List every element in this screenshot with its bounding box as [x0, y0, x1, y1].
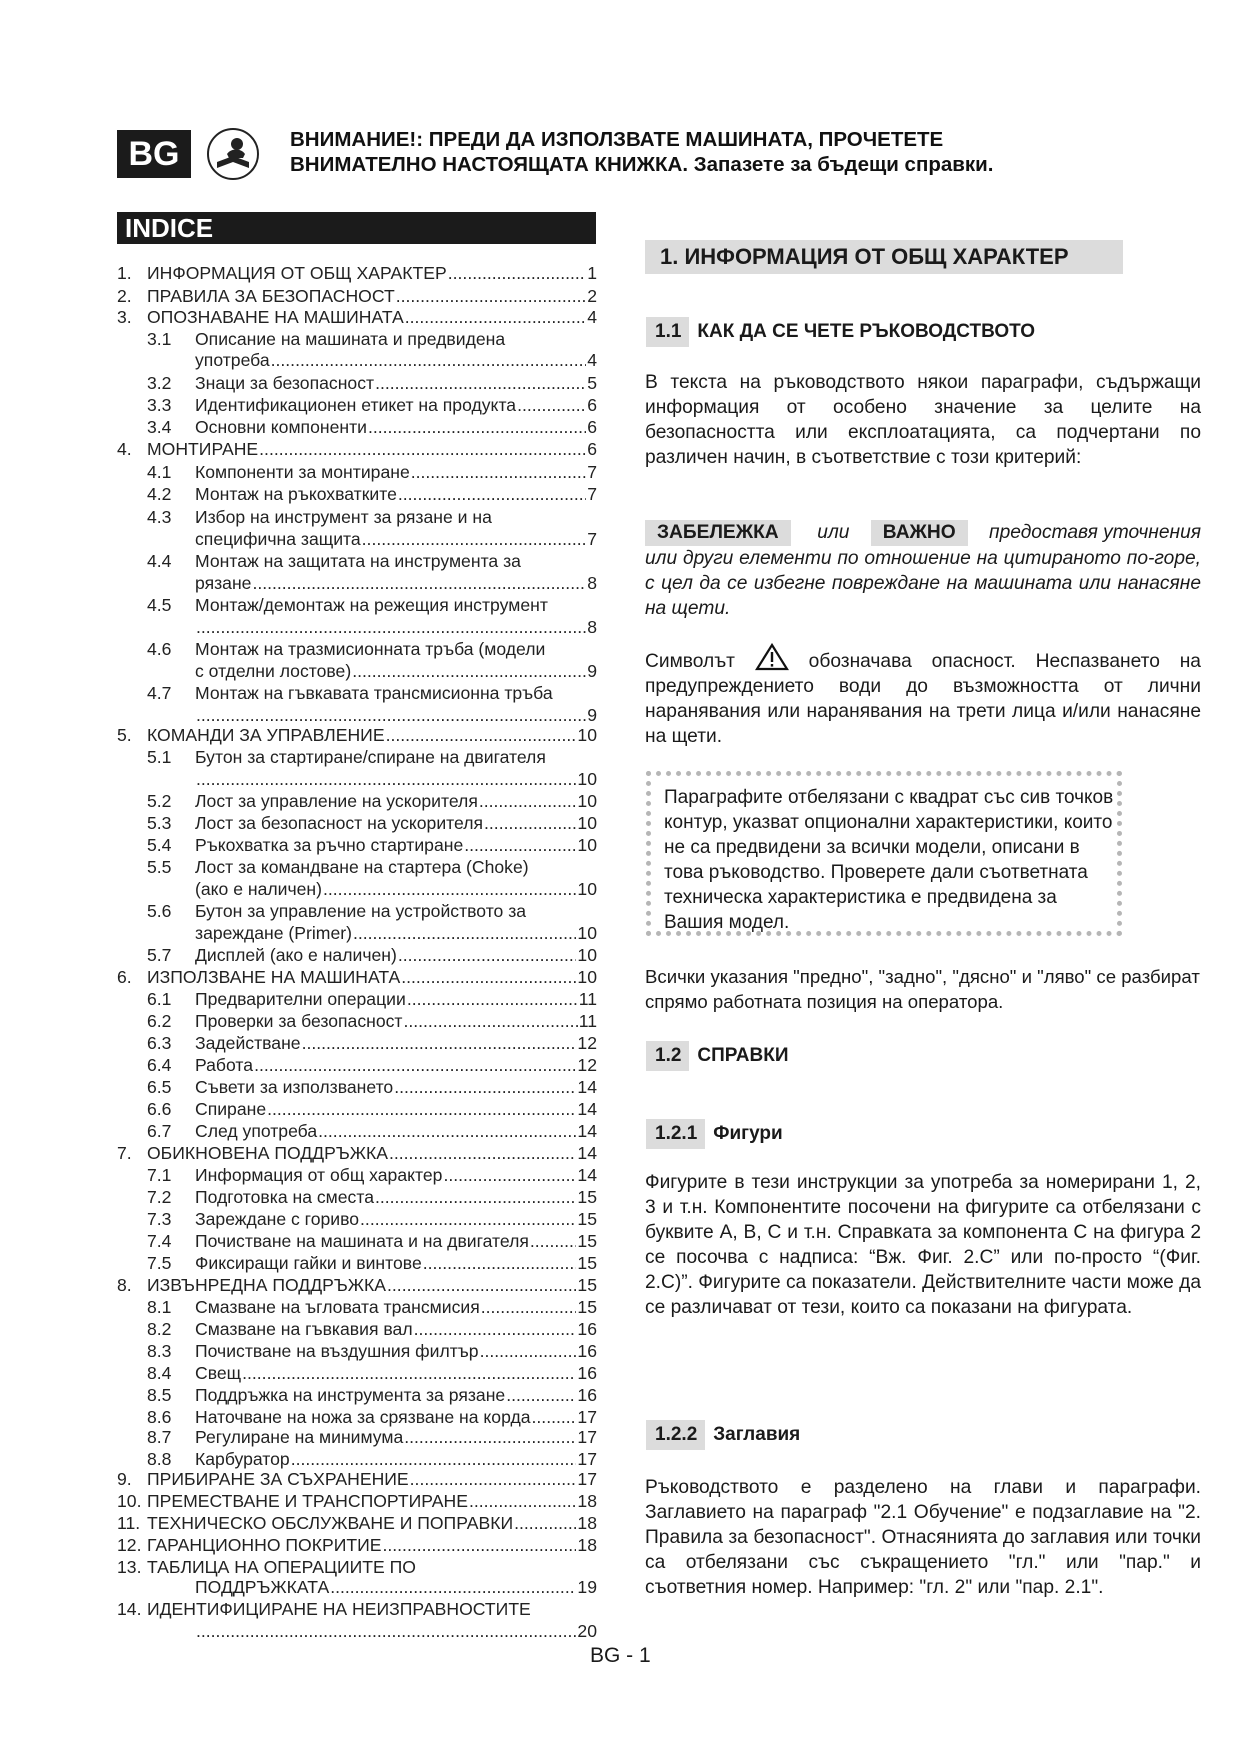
- toc-leader-dots: [375, 372, 586, 394]
- toc-entry-page: 10: [577, 923, 597, 943]
- toc-leader-dots: [330, 1576, 576, 1598]
- toc-leader-dots: [405, 306, 586, 328]
- toc-entry[interactable]: [147, 1296, 597, 1318]
- section-heading-1-2: 1.2 СПРАВКИ: [646, 1041, 789, 1071]
- toc-entry-title: Монтаж на защитата на инструмента за: [195, 551, 521, 571]
- toc-entry-page: 10: [577, 835, 597, 855]
- toc-entry-number: 8.1: [147, 1297, 172, 1317]
- language-badge: BG: [117, 130, 191, 178]
- toc-entry[interactable]: [147, 1406, 597, 1428]
- toc-entry-number: 4.: [117, 439, 132, 459]
- toc-entry-number: 7.1: [147, 1165, 172, 1185]
- toc-leader-dots: [403, 1010, 577, 1032]
- toc-entry-number: 4.6: [147, 639, 172, 659]
- toc-leader-dots: [259, 438, 586, 460]
- toc-entry-number: 5.7: [147, 945, 172, 965]
- toc-leader-dots: [352, 660, 586, 682]
- symbol-paragraph: Символът обозначава опасност. Неспазването на предупреждението води до възможността от лични наранявания или наранявания на трети лица и/или нанасяне на щети.: [645, 643, 1201, 749]
- toc-entry-title: Поддръжка на инструмента за рязане: [195, 1385, 506, 1405]
- toc-entry-title: Зареждане с гориво: [195, 1209, 360, 1229]
- toc-entry-number: 14.: [117, 1599, 142, 1619]
- toc-entry-page: 16: [577, 1363, 597, 1383]
- toc-entry-title: ОПОЗНАВАНЕ НА МАШИНАТА: [147, 307, 404, 327]
- toc-entry[interactable]: [147, 1120, 597, 1142]
- toc-leader-dots: [479, 790, 577, 812]
- toc-leader-dots: [196, 1620, 576, 1642]
- toc-entry-title: Лост за управление на ускорителя: [195, 791, 478, 811]
- toc-entry-page: 14: [577, 1165, 597, 1185]
- toc-entry-page: 10: [577, 879, 597, 899]
- toc-entry-title: Работа: [195, 1055, 254, 1075]
- toc-entry-number: 8.8: [147, 1449, 172, 1469]
- toc-entry[interactable]: [147, 1448, 597, 1470]
- toc-entry-title: Спиране: [195, 1099, 267, 1119]
- toc-entry-page: 15: [577, 1231, 597, 1251]
- toc-entry[interactable]: [147, 1340, 597, 1362]
- toc-entry[interactable]: [147, 1054, 597, 1076]
- toc-entry-title: Карбуратор: [195, 1449, 290, 1469]
- note-tag: ЗАБЕЛЕЖКА: [645, 520, 791, 546]
- section-heading-1-2-1: 1.2.1 Фигури: [646, 1119, 783, 1149]
- toc-entry-title: Бутон за стартиране/спиране на двигателя: [195, 747, 546, 767]
- toc-entry-number: 7.3: [147, 1209, 172, 1229]
- toc-entry[interactable]: [117, 1598, 597, 1620]
- toc-leader-dots: [196, 616, 586, 638]
- toc-leader-dots: [464, 834, 576, 856]
- reading-paragraph: В текста на ръководството някои параграфи, съдържащи информация от особено значение за целите на безопасността или експлоатацията, са подчертани по различен начин, в съответствие с този критерий:: [645, 372, 1201, 468]
- toc-entry-page: 16: [577, 1385, 597, 1405]
- toc-entry[interactable]: [117, 724, 597, 746]
- toc-entry-title: ПРАВИЛА ЗА БЕЗОПАСНОСТ: [147, 286, 395, 306]
- optional-features-box: Параграфите отбелязани с квадрат със сив точков контур, указват опционални характеристики, които не са предвидени за всички модели, описани в това ръководство. Проверете дали съответната техническа характеристика е предвидена за Вашия модел.: [646, 771, 1122, 936]
- toc-leader-dots: [323, 878, 576, 900]
- toc-leader-dots: [532, 1406, 577, 1428]
- toc-entry-page: 7: [587, 484, 597, 504]
- toc-entry[interactable]: [147, 856, 597, 878]
- toc-entry-title: ТАБЛИЦА НА ОПЕРАЦИИТЕ ПО: [147, 1557, 416, 1577]
- toc-leader-dots: [398, 944, 577, 966]
- toc-entry-number: 7.: [117, 1143, 132, 1163]
- toc-entry-title: Информация от общ характер: [195, 1165, 443, 1185]
- toc-leader-dots: [291, 1448, 577, 1470]
- toc-leader-dots: [302, 1032, 577, 1054]
- toc-entry-number: 5.3: [147, 813, 172, 833]
- toc-entry-page: 11: [578, 989, 597, 1009]
- toc-entry-title: Наточване на ножа за срязване на корда: [195, 1407, 531, 1427]
- toc-entry-number: 4.2: [147, 484, 172, 504]
- toc-leader-dots: [398, 483, 586, 505]
- toc-leader-dots: [271, 349, 587, 371]
- toc-entry-title: ИДЕНТИФИЦИРАНЕ НА НЕИЗПРАВНОСТИТЕ: [147, 1599, 531, 1619]
- toc-entry-page: 8: [587, 573, 597, 593]
- toc-entry[interactable]: [195, 616, 597, 638]
- toc-leader-dots: [254, 1054, 576, 1076]
- toc-entry-number: 5.4: [147, 835, 172, 855]
- toc-entry-title: Почистване на машината и на двигателя: [195, 1231, 529, 1251]
- toc-entry-page: 6: [587, 439, 597, 459]
- toc-entry-page: 15: [577, 1275, 597, 1295]
- toc-leader-dots: [423, 1252, 577, 1274]
- toc-entry-page: 14: [577, 1077, 597, 1097]
- toc-entry-title: Монтаж на гъвкавата трансмисионна тръба: [195, 683, 553, 703]
- toc-entry[interactable]: [147, 1032, 597, 1054]
- toc-entry-page: 7: [587, 529, 597, 549]
- toc-leader-dots: [242, 1362, 576, 1384]
- toc-entry-title: ПРЕМЕСТВАНЕ И ТРАНСПОРТИРАНЕ: [147, 1491, 468, 1511]
- toc-entry-page: 6: [587, 417, 597, 437]
- toc-entry[interactable]: [117, 438, 597, 460]
- toc-entry-number: 4.3: [147, 507, 172, 527]
- toc-entry-title: Лост за командване на стартера (Choke): [195, 857, 529, 877]
- toc-entry[interactable]: [147, 834, 597, 856]
- toc-entry-number: 8.7: [147, 1427, 172, 1447]
- toc-entry[interactable]: [147, 550, 597, 572]
- toc-entry-title: Свещ: [195, 1363, 242, 1383]
- toc-entry-title: ПОДДРЪЖКАТА: [195, 1577, 330, 1597]
- toc-entry-page: 9: [587, 661, 597, 681]
- toc-entry-page: 16: [577, 1341, 597, 1361]
- toc-entry[interactable]: [117, 966, 597, 988]
- toc-entry[interactable]: [117, 1490, 597, 1512]
- toc-entry[interactable]: [147, 1098, 597, 1120]
- toc-entry-number: 8.4: [147, 1363, 172, 1383]
- toc-entry[interactable]: [117, 1468, 597, 1490]
- toc-entry[interactable]: [147, 416, 597, 438]
- toc-entry-number: 7.2: [147, 1187, 172, 1207]
- toc-entry[interactable]: [117, 306, 597, 328]
- toc-entry[interactable]: [147, 372, 597, 394]
- toc-entry[interactable]: [147, 682, 597, 704]
- toc-leader-dots: [252, 572, 586, 594]
- toc-leader-dots: [401, 966, 576, 988]
- toc-entry[interactable]: [117, 285, 597, 307]
- toc-entry-title: Подготовка на сместа: [195, 1187, 374, 1207]
- toc-entry[interactable]: [147, 1186, 597, 1208]
- toc-entry-title: Съвети за използването: [195, 1077, 394, 1097]
- toc-entry-title: Знаци за безопасност: [195, 373, 375, 393]
- toc-entry-number: 6.6: [147, 1099, 172, 1119]
- toc-leader-dots: [484, 812, 576, 834]
- toc-entry-number: 12.: [117, 1535, 142, 1555]
- toc-entry-number: 6.7: [147, 1121, 172, 1141]
- toc-entry-page: 19: [577, 1577, 597, 1597]
- toc-entry[interactable]: [147, 1164, 597, 1186]
- toc-leader-dots: [414, 1318, 577, 1340]
- toc-entry-page: 18: [577, 1535, 597, 1555]
- toc-entry[interactable]: [147, 1076, 597, 1098]
- toc-entry-title: Основни компоненти: [195, 417, 367, 437]
- toc-entry-number: 5.1: [147, 747, 172, 767]
- warning-text: ВНИМАНИЕ!: ПРЕДИ ДА ИЗПОЛЗВАТЕ МАШИНАТА, ПРОЧЕТЕТЕ ВНИМАТЕЛНО НАСТОЯЩАТА КНИЖКА. Запазете за бъдещи справки.: [290, 128, 994, 176]
- toc-entry-title: ГАРАНЦИОННО ПОКРИТИЕ: [147, 1535, 382, 1555]
- toc-entry-title: Почистване на въздушния филтър: [195, 1341, 479, 1361]
- toc-entry-page: 9: [587, 705, 597, 725]
- toc-entry-title: Смазване на ъгловата трансмисия: [195, 1297, 480, 1317]
- toc-entry-page: 4: [587, 307, 597, 327]
- toc-entry-title: Монтаж/демонтаж на режещия инструмент: [195, 595, 548, 615]
- toc-entry-title: употреба: [195, 350, 270, 370]
- toc-leader-dots: [411, 461, 586, 483]
- toc-entry-title: Лост за безопасност на ускорителя: [195, 813, 484, 833]
- toc-entry-page: 15: [577, 1209, 597, 1229]
- toc-leader-dots: [394, 1076, 576, 1098]
- toc-entry-number: 4.5: [147, 595, 172, 615]
- toc-entry-number: 6.: [117, 967, 132, 987]
- toc-entry-title: ОБИКНОВЕНА ПОДДРЪЖКА: [147, 1143, 388, 1163]
- toc-entry-page: 10: [577, 945, 597, 965]
- toc-leader-dots: [480, 1340, 577, 1362]
- toc-entry-page: 4: [587, 350, 597, 370]
- toc-entry-title: След употреба: [195, 1121, 318, 1141]
- toc-entry-number: 7.4: [147, 1231, 172, 1251]
- toc-leader-dots: [506, 1384, 576, 1406]
- toc-leader-dots: [530, 1230, 577, 1252]
- toc-entry-page: 14: [577, 1099, 597, 1119]
- toc-entry-number: 13.: [117, 1557, 142, 1577]
- toc-entry-page: 20: [577, 1621, 597, 1641]
- toc-entry-page: 17: [577, 1449, 597, 1469]
- toc-entry[interactable]: [147, 638, 597, 660]
- toc-entry-page: 15: [577, 1187, 597, 1207]
- toc-entry[interactable]: [117, 1512, 597, 1534]
- toc-entry-title: зареждане (Primer): [195, 923, 352, 943]
- toc-leader-dots: [481, 1296, 577, 1318]
- toc-entry-page: 17: [577, 1427, 597, 1447]
- toc-leader-dots: [387, 1274, 576, 1296]
- toc-entry-number: 3.4: [147, 417, 172, 437]
- toc-entry-page: 15: [577, 1253, 597, 1273]
- toc-entry-number: 4.1: [147, 462, 172, 482]
- toc-entry[interactable]: [117, 1534, 597, 1556]
- toc-entry[interactable]: [147, 394, 597, 416]
- toc-entry-page: 10: [577, 791, 597, 811]
- toc-entry-title: ИЗПОЛЗВАНЕ НА МАШИНАТА: [147, 967, 401, 987]
- toc-entry-title: специфична защита: [195, 529, 361, 549]
- toc-entry-number: 1.: [117, 263, 132, 283]
- toc-entry-number: 8.2: [147, 1319, 172, 1339]
- toc-entry[interactable]: [147, 1208, 597, 1230]
- toc-entry-title: Монтаж на тразмисионната тръба (модели: [195, 639, 546, 659]
- toc-entry[interactable]: [147, 483, 597, 505]
- toc-entry-number: 6.3: [147, 1033, 172, 1053]
- important-tag: ВАЖНО: [871, 520, 968, 546]
- toc-leader-dots: [360, 1208, 576, 1230]
- toc-entry-title: Монтаж на ръкохватките: [195, 484, 397, 504]
- directions-paragraph: Всички указания "предно", "задно", "дясно" и "ляво" се разбират спрямо работната позиция на оператора.: [645, 966, 1200, 1012]
- toc-entry-page: 17: [577, 1469, 597, 1489]
- toc-entry[interactable]: [195, 572, 597, 594]
- toc-leader-dots: [517, 394, 586, 416]
- toc-entry[interactable]: [147, 1230, 597, 1252]
- toc-entry-title: ИНФОРМАЦИЯ ОТ ОБЩ ХАРАКТЕР: [147, 263, 447, 283]
- toc-leader-dots: [196, 704, 586, 726]
- toc-entry[interactable]: [147, 988, 597, 1010]
- toc-entry[interactable]: [147, 506, 597, 528]
- toc-entry-title: ПРИБИРАНЕ ЗА СЪХРАНЕНИЕ: [147, 1469, 409, 1489]
- page-number: BG - 1: [590, 1644, 651, 1667]
- titles-paragraph: Ръководството е разделено на глави и параграфи. Заглавието на параграф "2.1 Обучение" е подзаглавие на "2. Правила за безопасност". Отнасянията до заглавия или точки са отбелязани със съкращението "гл." или "пар." и съответния номер. Например: "гл. 2" или "пар. 2.1".: [645, 1477, 1201, 1598]
- section-heading-1-2-2: 1.2.2 Заглавия: [646, 1420, 800, 1450]
- toc-entry[interactable]: [195, 528, 597, 550]
- toc-entry-page: 6: [587, 395, 597, 415]
- toc-entry-page: 14: [577, 1121, 597, 1141]
- toc-entry[interactable]: [117, 262, 597, 284]
- toc-entry-page: 10: [577, 725, 597, 745]
- toc-entry-page: 10: [577, 967, 597, 987]
- toc-entry-page: 12: [577, 1055, 597, 1075]
- toc-leader-dots: [386, 724, 577, 746]
- toc-entry[interactable]: [147, 746, 597, 768]
- toc-entry-title: Предварителни операции: [195, 989, 406, 1009]
- toc-entry-title: рязане: [195, 573, 252, 593]
- toc-entry[interactable]: [147, 1318, 597, 1340]
- toc-leader-dots: [362, 528, 587, 550]
- toc-entry[interactable]: [195, 704, 597, 726]
- toc-entry-title: ТЕХНИЧЕСКО ОБСЛУЖВАНЕ И ПОПРАВКИ: [147, 1513, 514, 1533]
- toc-entry-number: 8.3: [147, 1341, 172, 1361]
- figures-paragraph: Фигурите в тези инструкции за употреба за номерирани 1, 2, 3 и т.н. Компонентите посочени на фигурите са отбелязани с буквите А, В, С и т.н. Справката за компонента С на фигура 2 се посочва с надписа: “Вж. Фиг. 2.С” или по-просто “(Фиг. 2.С)”. Фигурите са показатели. Действителните части може да се различават от тези, които са показани на фигурата.: [645, 1172, 1201, 1318]
- toc-entry-number: 8.5: [147, 1385, 172, 1405]
- toc-entry[interactable]: [147, 461, 597, 483]
- toc-entry[interactable]: [147, 1362, 597, 1384]
- toc-entry-number: 4.4: [147, 551, 172, 571]
- toc-entry-number: 5.5: [147, 857, 172, 877]
- toc-leader-dots: [514, 1512, 576, 1534]
- toc-leader-dots: [396, 285, 586, 307]
- toc-entry-title: ИЗВЪНРЕДНА ПОДДРЪЖКА: [147, 1275, 387, 1295]
- toc-entry-title: КОМАНДИ ЗА УПРАВЛЕНИЕ: [147, 725, 385, 745]
- toc-entry[interactable]: [117, 1142, 597, 1164]
- toc-entry-title: Регулиране на минимума: [195, 1427, 404, 1447]
- toc-entry-page: 5: [587, 373, 597, 393]
- toc-entry-number: 3.3: [147, 395, 172, 415]
- toc-entry-page: 12: [577, 1033, 597, 1053]
- toc-entry-title: Ръкохватка за ръчно стартиране: [195, 835, 464, 855]
- toc-entry-page: 14: [577, 1143, 597, 1163]
- toc-entry-page: 17: [577, 1407, 597, 1427]
- toc-entry-title: Идентификационен етикет на продукта: [195, 395, 517, 415]
- toc-entry-number: 9.: [117, 1469, 132, 1489]
- toc-entry-title: Избор на инструмент за рязане и на: [195, 507, 492, 527]
- toc-leader-dots: [196, 768, 576, 790]
- toc-entry-number: 7.5: [147, 1253, 172, 1273]
- toc-entry-number: 5.: [117, 725, 132, 745]
- toc-entry-page: 18: [577, 1491, 597, 1511]
- index-title: INDICE: [117, 212, 596, 244]
- toc-leader-dots: [383, 1534, 577, 1556]
- toc-entry-page: 18: [577, 1513, 597, 1533]
- toc-entry-number: 8.6: [147, 1407, 172, 1427]
- toc-entry[interactable]: [147, 328, 597, 350]
- toc-entry[interactable]: [195, 878, 597, 900]
- toc-entry-number: 6.4: [147, 1055, 172, 1075]
- toc-entry-number: 2.: [117, 286, 132, 306]
- toc-entry-number: 6.1: [147, 989, 172, 1009]
- toc-entry-title: (ако е наличен): [195, 879, 323, 899]
- toc-leader-dots: [407, 988, 578, 1010]
- toc-entry[interactable]: [147, 812, 597, 834]
- toc-entry-page: 8: [587, 617, 597, 637]
- toc-entry-number: 6.5: [147, 1077, 172, 1097]
- toc-entry[interactable]: [195, 922, 597, 944]
- toc-leader-dots: [469, 1490, 576, 1512]
- warning-triangle-icon: [755, 643, 789, 671]
- toc-entry[interactable]: [147, 1010, 597, 1032]
- toc-entry-title: Проверки за безопасност: [195, 1011, 403, 1031]
- toc-entry-number: 3.: [117, 307, 132, 327]
- toc-entry[interactable]: [195, 349, 597, 371]
- toc-entry[interactable]: [147, 1252, 597, 1274]
- toc-entry-number: 5.6: [147, 901, 172, 921]
- toc-leader-dots: [375, 1186, 576, 1208]
- section-heading-1: 1. ИНФОРМАЦИЯ ОТ ОБЩ ХАРАКТЕР: [645, 240, 1123, 274]
- toc-entry-number: 11.: [117, 1513, 141, 1533]
- toc-leader-dots: [448, 262, 586, 284]
- toc-entry-number: 4.7: [147, 683, 172, 703]
- toc-leader-dots: [443, 1164, 576, 1186]
- toc-entry-page: 10: [577, 769, 597, 789]
- section-heading-1-1: 1.1 КАК ДА СЕ ЧЕТЕ РЪКОВОДСТВОТО: [646, 317, 1035, 347]
- toc-entry[interactable]: [147, 1384, 597, 1406]
- toc-entry-page: 1: [587, 263, 597, 283]
- toc-entry-title: МОНТИРАНЕ: [147, 439, 259, 459]
- toc-leader-dots: [318, 1120, 576, 1142]
- toc-entry[interactable]: [195, 660, 597, 682]
- toc-entry[interactable]: [195, 1620, 597, 1642]
- toc-entry[interactable]: [147, 594, 597, 616]
- toc-entry-number: 10.: [117, 1491, 142, 1511]
- toc-entry-number: 8.: [117, 1275, 132, 1295]
- toc-entry-number: 5.2: [147, 791, 172, 811]
- toc-entry[interactable]: [195, 1576, 597, 1598]
- toc-entry[interactable]: [147, 944, 597, 966]
- toc-entry-title: Фиксиращи гайки и винтове: [195, 1253, 422, 1273]
- toc-entry-title: Бутон за управление на устройството за: [195, 901, 527, 921]
- toc-leader-dots: [389, 1142, 576, 1164]
- toc-leader-dots: [368, 416, 586, 438]
- toc-entry[interactable]: [117, 1556, 597, 1578]
- book-reading-icon: [207, 128, 259, 180]
- toc-entry-page: 2: [587, 286, 597, 306]
- toc-entry-title: Компоненти за монтиране: [195, 462, 410, 482]
- toc-entry[interactable]: [147, 1426, 597, 1448]
- toc-entry-page: 7: [587, 462, 597, 482]
- toc-entry-page: 10: [577, 813, 597, 833]
- toc-leader-dots: [353, 922, 576, 944]
- toc-entry-title: с отделни лостове): [195, 661, 352, 681]
- note-paragraph: ЗАБЕЛЕЖКА или ВАЖНО предоставя уточнения или други елементи по отношение на цитираното по-горе, с цел да се избегне повреждане на машината или нанасяне на щети.: [645, 522, 1201, 619]
- toc-leader-dots: [404, 1426, 576, 1448]
- toc-entry[interactable]: [147, 900, 597, 922]
- toc-entry-page: 16: [577, 1319, 597, 1339]
- toc-entry-title: Задействане: [195, 1033, 301, 1053]
- toc-entry-number: 6.2: [147, 1011, 172, 1031]
- toc-entry[interactable]: [147, 790, 597, 812]
- toc-entry-number: 3.1: [147, 329, 172, 349]
- toc-entry-title: Дисплей (ако е наличен): [195, 945, 397, 965]
- toc-entry-title: Смазване на гъвкавия вал: [195, 1319, 413, 1339]
- toc-entry[interactable]: [117, 1274, 597, 1296]
- toc-leader-dots: [410, 1468, 577, 1490]
- toc-entry-number: 3.2: [147, 373, 172, 393]
- toc-entry-title: Описание на машината и предвидена: [195, 329, 506, 349]
- toc-entry-page: 15: [577, 1297, 597, 1317]
- toc-entry-page: 11: [578, 1011, 597, 1031]
- toc-leader-dots: [267, 1098, 576, 1120]
- toc-entry[interactable]: [195, 768, 597, 790]
